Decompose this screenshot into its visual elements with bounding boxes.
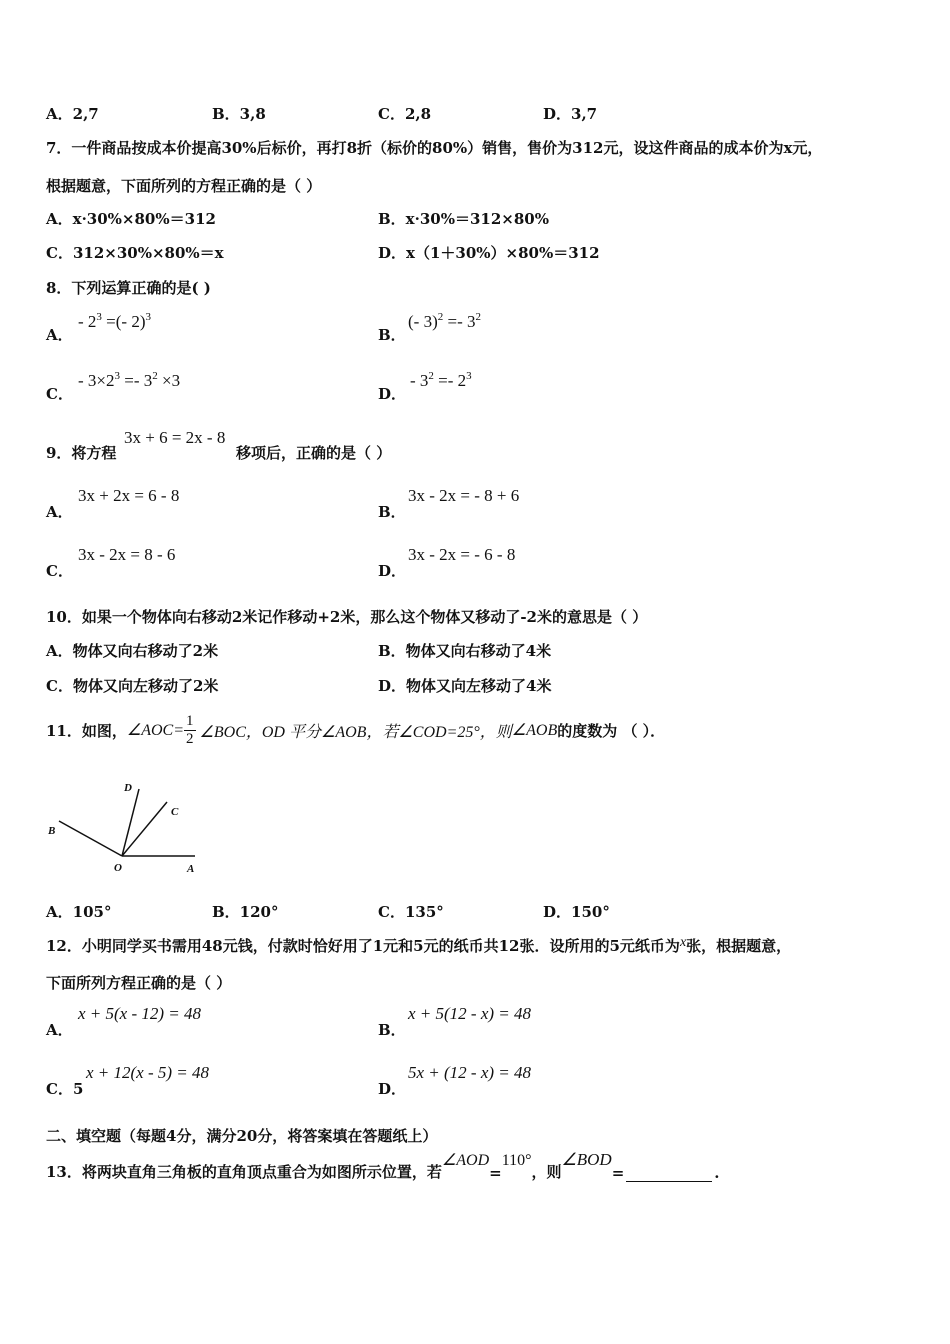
q8-option-d-label: D． [378,385,407,403]
q12-stem-line1: 12．小明同学买书需用48元钱，付款时恰好用了1元和5元的纸币共12张．设所用的5元纸币为x张，根据题意， [46,935,792,955]
q8-option-d-formula: - $3^2 =- 2^3$ [410,370,472,390]
q12-option-b-formula: x + 5(12 - x) = 48 [408,1004,532,1023]
label-b: B [48,825,56,837]
label-o: O [114,862,122,874]
q7-option-d: D．x（1＋30%）×80%＝312 [378,244,600,262]
q11-angle-figure [40,775,210,885]
one-half-fraction: $\frac{1}{2}$ [186,712,194,747]
q6-option-d: D．3,7 [543,105,598,123]
q7-option-a: A．x·30%×80%＝312 [46,210,216,228]
q9-option-b-label: B． [378,503,406,521]
q12-option-d-label: D． [378,1080,407,1098]
q12-stem-line2: 下面所列方程正确的是（ ） [46,974,232,992]
ray-ob [59,821,122,856]
q7-stem-line1: 7．一件商品按成本价提高30%后标价，再打8折（标价的80%）销售，售价为312元，设这件商品的成本价为x元， [46,139,823,157]
q12-option-a-formula: x + 5(x - 12) = 48 [78,1004,202,1023]
q9-equation: 3x + 6 = 2x - 8 [124,428,226,447]
q11-stem: 11．如图， ∠AOC= $\frac{1}{2}$ ∠BOC， OD 平分 ∠AOB，若 ∠COD=25°，则 ∠AOB 的度数为 （ ）． [46,712,666,747]
q8-stem: 8．下列运算正确的是( ) [46,279,211,297]
q9-option-d-formula: 3x - 2x = - 6 - 8 [408,545,516,564]
q8-option-a-label: A． [46,326,73,344]
q11-option-c: C．135° [378,903,444,921]
q9-option-a-label: A． [46,503,73,521]
q9-option-b-formula: 3x - 2x = - 8 + 6 [408,486,520,505]
q10-option-a: A．物体又向右移动了2米 [46,642,219,660]
q7-stem-line2: 根据题意，下面所列的方程正确的是（ ） [46,177,322,195]
q8-option-b-label: B． [378,326,406,344]
q11-option-d: D．150° [543,903,610,921]
q13-answer-blank[interactable] [626,1167,712,1182]
q12-option-c-label: C．5 [46,1080,84,1098]
q10-option-b: B．物体又向右移动了4米 [378,642,552,660]
section2-heading: 二、填空题（每题4分，满分20分，将答案填在答题纸上） [46,1127,438,1145]
q8-option-c-label: C． [46,385,73,403]
q9-option-c-label: C． [46,562,73,580]
q10-option-d: D．物体又向左移动了4米 [378,677,552,695]
q9-option-a-formula: 3x + 2x = 6 - 8 [78,486,180,505]
q6-option-b: B．3,8 [212,105,266,123]
q7-option-c: C．312×30%×80%＝x [46,244,224,262]
label-d: D [124,782,132,794]
q7-option-b: B．x·30%＝312×80% [378,210,549,228]
q8-option-c-formula: - $3\times 2^3 =- 3^2 \times 3$ [78,370,181,390]
q9-stem-pre: 9．将方程 [46,444,117,462]
q6-option-c: C．2,8 [378,105,432,123]
q13-stem: 13．将两块直角三角板的直角顶点重合为如图所示位置，若 ∠AOD = 110° ，则 ∠BOD = . [46,1150,720,1182]
label-c: C [171,806,179,818]
label-a: A [187,863,195,875]
q12-option-d-formula: 5x + (12 - x) = 48 [408,1063,532,1082]
q9-stem-post: 移项后，正确的是（ ） [236,444,392,462]
q9-option-c-formula: 3x - 2x = 8 - 6 [78,545,176,564]
q12-option-c-formula: x + 12(x - 5) = 48 [86,1063,210,1082]
q11-option-b: B．120° [212,903,279,921]
q9-option-d-label: D． [378,562,407,580]
q8-option-b-formula: (- $3)^2 =- 3^2$ [408,311,481,331]
q6-option-a: A．2,7 [46,105,99,123]
q10-stem: 10．如果一个物体向右移动2米记作移动+2米，那么这个物体又移动了-2米的意思是（ ） [46,608,648,626]
q11-option-a: A．105° [46,903,112,921]
q10-option-c: C．物体又向左移动了2米 [46,677,219,695]
q8-option-a-formula: - $2^3$ =(- 2)$^3$ [78,311,151,331]
q12-option-b-label: B． [378,1021,406,1039]
q12-option-a-label: A． [46,1021,73,1039]
